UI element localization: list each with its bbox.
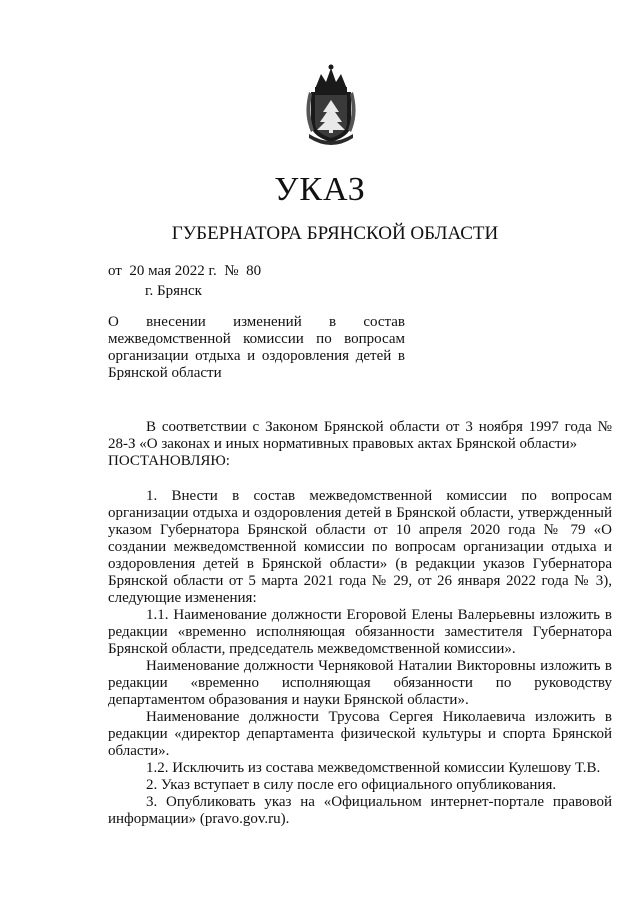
paragraph-chernyakova: Наименование должности Черняковой Наталии Викторовны изложить в редакции «временно исполняющая обязанности по руководству департаментом образования и науки Брянской области». [108,658,612,708]
document-date-number: от 20 мая 2022 г. № 80 [108,263,262,279]
document-city: г. Брянск [145,283,202,299]
preamble-text: В соответствии с Законом Брянской области от 3 ноября 1997 года № 28-З «О законах и иных нормативных правовых актах Брянской области» [108,419,612,452]
paragraph-3: 3. Опубликовать указ на «Официальном интернет-портале правовой информации» (pravo.gov.ru). [108,794,612,827]
paragraph-2: 2. Указ вступает в силу после его официального опубликования. [146,777,557,793]
decree-keyword: ПОСТАНОВЛЯЮ: [108,453,230,469]
paragraph-trusov: Наименование должности Трусова Сергея Николаевича изложить в редакции «директор департамента физической культуры и спорта Брянской области». [108,709,612,759]
paragraph-1-2: 1.2. Исключить из состава межведомственной комиссии Кулешову Т.В. [146,760,601,776]
paragraph-1-1: 1.1. Наименование должности Егоровой Елены Валерьевны изложить в редакции «временно исполняющая обязанности заместителя Губернатора Брянской области, председатель межведомственной комиссии». [108,607,612,657]
document-subtitle: ГУБЕРНАТОРА БРЯНСКОЙ ОБЛАСТИ [171,223,499,244]
preamble [108,419,612,470]
bryansk-coat-of-arms-icon [301,62,361,146]
document-body [108,488,612,828]
document-subject: О внесении изменений в состав межведомственной комиссии по вопросам организации отдыха и оздоровления детей в Брянской области [108,314,405,381]
paragraph-1: 1. Внести в состав межведомственной комиссии по вопросам организации отдыха и оздоровления детей в Брянской области, утвержденный указом Губернатора Брянской области от 10 апреля 2020 года № 79 «О создании межведомственной комиссии по вопросам организации отдыха и оздоровления детей в Брянской области» (в редакции указов Губернатора Брянской области от 5 марта 2021 года № 29, от 26 января 2022 года № 3), следующие изменения: [108,488,612,606]
document-title: УКАЗ [274,171,366,208]
